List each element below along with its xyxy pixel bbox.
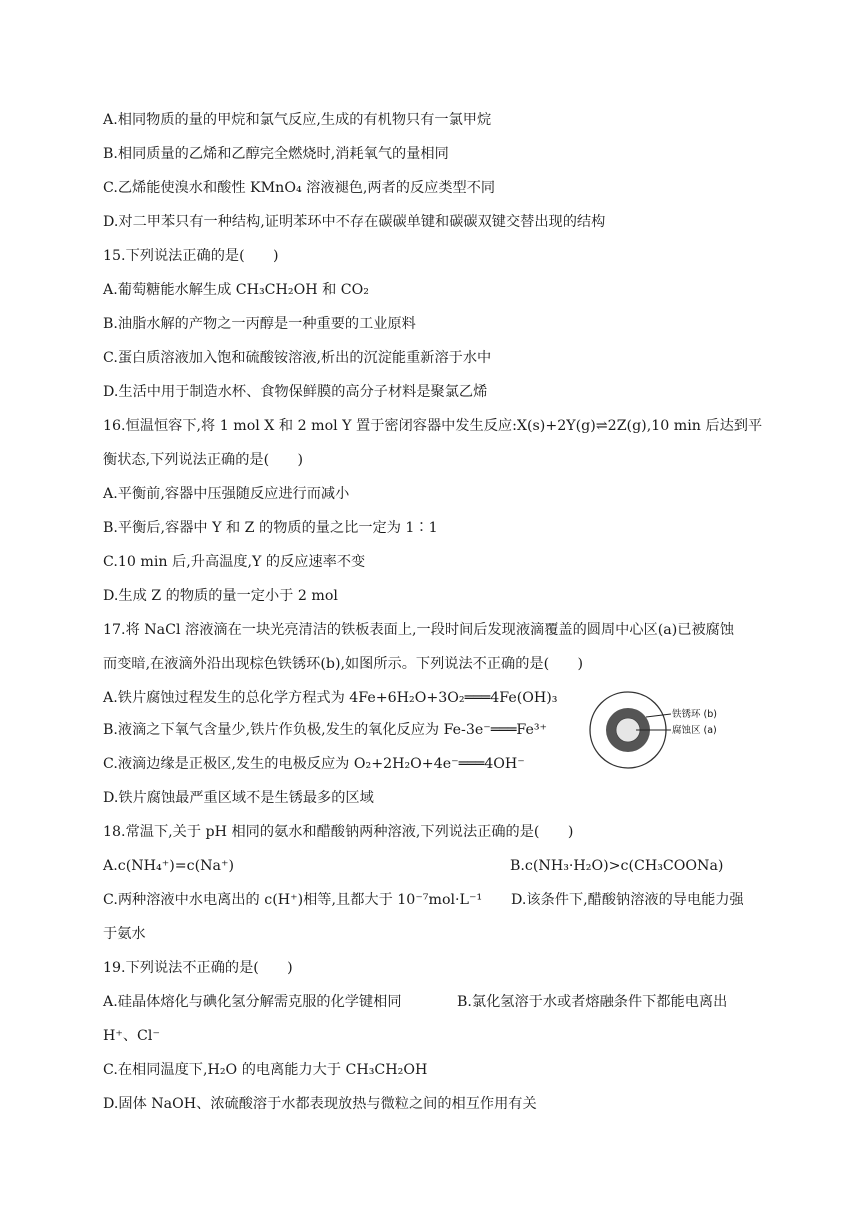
- q16-option-b: B.平衡后,容器中 Y 和 Z 的物质的量之比一定为 1∶1: [103, 520, 438, 536]
- q14-option-d: D.对二甲苯只有一种结构,证明苯环中不存在碳碳单键和碳碳双键交替出现的结构: [103, 214, 606, 230]
- q18-option-d-line2: 于氨水: [103, 926, 146, 942]
- q19-option-c: C.在相同温度下,H₂O 的电离能力大于 CH₃CH₂OH: [103, 1062, 428, 1078]
- q14-option-c: C.乙烯能使溴水和酸性 KMnO₄ 溶液褪色,两者的反应类型不同: [103, 180, 496, 196]
- q19-option-b-line2: H⁺、Cl⁻: [103, 1028, 160, 1044]
- q15-option-c: C.蛋白质溶液加入饱和硫酸铵溶液,析出的沉淀能重新溶于水中: [103, 350, 492, 366]
- q19-option-b-line1: B.氯化氢溶于水或者熔融条件下都能电离出: [457, 994, 728, 1010]
- q18-option-c: C.两种溶液中水电离出的 c(H⁺)相等,且都大于 10⁻⁷mol·L⁻¹: [103, 892, 483, 908]
- q16-option-d: D.生成 Z 的物质的量一定小于 2 mol: [103, 588, 338, 604]
- q17-option-b: B.液滴之下氧气含量少,铁片作负极,发生的氧化反应为 Fe-3e⁻═══Fe³⁺: [103, 722, 548, 738]
- q16-option-a: A.平衡前,容器中压强随反应进行而减小: [103, 486, 350, 502]
- q16-option-c: C.10 min 后,升高温度,Y 的反应速率不变: [103, 554, 366, 570]
- q18-option-a: A.c(NH₄⁺)=c(Na⁺): [103, 858, 234, 874]
- q16-stem-line1: 16.恒温恒容下,将 1 mol X 和 2 mol Y 置于密闭容器中发生反应:X(s)+2Y(g)⇌2Z(g),10 min 后达到平: [103, 418, 763, 434]
- q18-option-d-line1: D.该条件下,醋酸钠溶液的导电能力强: [511, 892, 744, 908]
- q14-option-a: A.相同物质的量的甲烷和氯气反应,生成的有机物只有一氯甲烷: [103, 112, 492, 128]
- label-corrosion-zone: 腐蚀区 (a): [672, 725, 717, 736]
- q18-option-b: B.c(NH₃·H₂O)>c(CH₃COONa): [510, 858, 724, 874]
- q15-option-b: B.油脂水解的产物之一丙醇是一种重要的工业原料: [103, 316, 416, 332]
- q19-option-a: A.硅晶体熔化与碘化氢分解需克服的化学键相同: [103, 994, 402, 1010]
- corrosion-ring-figure: [588, 688, 748, 774]
- q17-option-a: A.铁片腐蚀过程发生的总化学方程式为 4Fe+6H₂O+3O₂═══4Fe(OH)₃: [103, 690, 558, 706]
- q14-option-b: B.相同质量的乙烯和乙醇完全燃烧时,消耗氧气的量相同: [103, 146, 449, 162]
- q17-stem-line1: 17.将 NaCl 溶液滴在一块光亮清洁的铁板表面上,一段时间后发现液滴覆盖的圆周中心区(a)已被腐蚀: [103, 622, 735, 638]
- q18-stem: 18.常温下,关于 pH 相同的氨水和醋酸钠两种溶液,下列说法正确的是( ): [103, 824, 574, 840]
- label-rust-ring: 铁锈环 (b): [672, 709, 717, 720]
- q19-stem: 19.下列说法不正确的是( ): [103, 960, 293, 976]
- q15-option-a: A.葡萄糖能水解生成 CH₃CH₂OH 和 CO₂: [103, 282, 369, 298]
- q16-stem-line2: 衡状态,下列说法正确的是( ): [103, 452, 304, 468]
- q19-option-d: D.固体 NaOH、浓硫酸溶于水都表现放热与微粒之间的相互作用有关: [103, 1096, 537, 1112]
- q17-option-c: C.液滴边缘是正极区,发生的电极反应为 O₂+2H₂O+4e⁻═══4OH⁻: [103, 756, 525, 772]
- q17-option-d: D.铁片腐蚀最严重区域不是生锈最多的区域: [103, 790, 374, 806]
- q17-stem-line2: 而变暗,在液滴外沿出现棕色铁锈环(b),如图所示。下列说法不正确的是( ): [103, 656, 584, 672]
- q15-option-d: D.生活中用于制造水杯、食物保鲜膜的高分子材料是聚氯乙烯: [103, 384, 488, 400]
- q15-stem: 15.下列说法正确的是( ): [103, 248, 279, 264]
